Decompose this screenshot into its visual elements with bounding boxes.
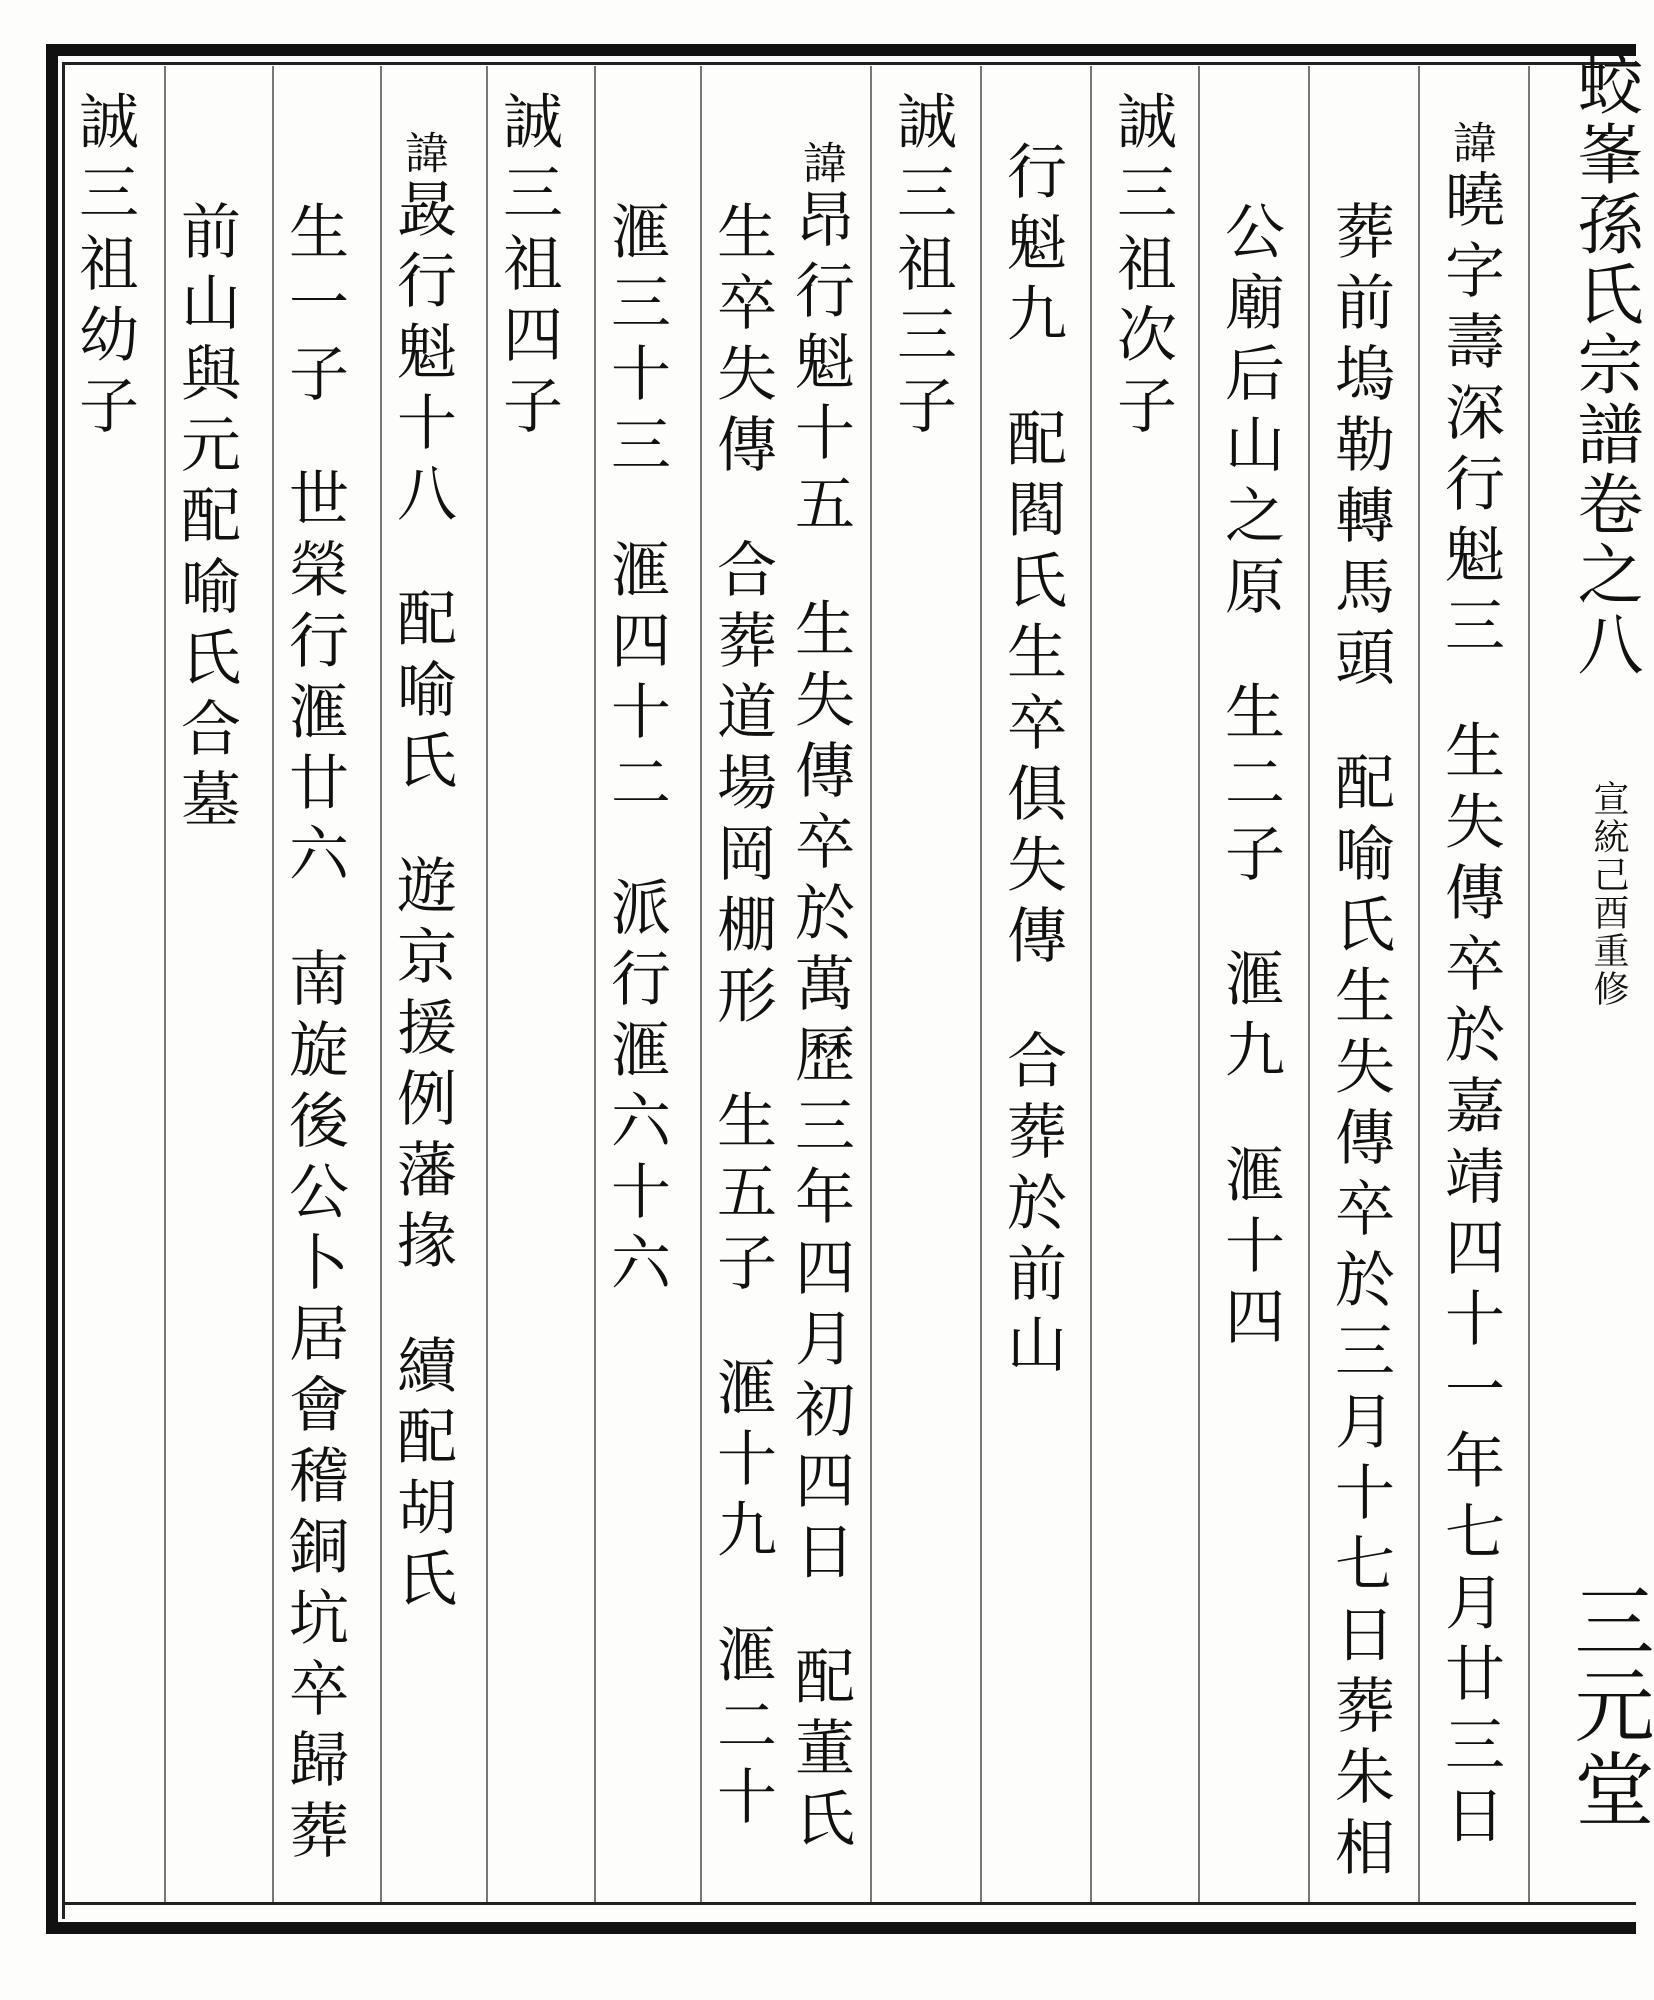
entry-text: 生五子 xyxy=(707,1089,777,1302)
hall-name: 三元堂 xyxy=(1561,1580,1654,1832)
entry-text: 生二子 xyxy=(1215,680,1285,893)
column-rule xyxy=(1090,66,1092,1902)
entry-text: 遊京援例藩掾 xyxy=(387,854,457,1280)
entry-text: 合葬於前山 xyxy=(997,1029,1067,1384)
entry-column xyxy=(785,140,855,1858)
entry-text: 合葬道場岡棚形 xyxy=(707,538,777,1035)
column-rule xyxy=(594,66,596,1902)
entry-column xyxy=(387,130,457,1618)
entry-text: 續配胡氏 xyxy=(387,1334,457,1618)
volume-label: 卷之八 xyxy=(1566,470,1643,680)
entry-text: 配喻氏 xyxy=(387,587,457,800)
entry-column xyxy=(1215,200,1285,1356)
entry-text: 公廟后山之原 xyxy=(1215,200,1285,626)
entry-text: 生一子 xyxy=(279,200,349,413)
inner-border-bottom xyxy=(62,1902,1636,1905)
entry-column xyxy=(707,200,777,1836)
entry-text: 滙九 xyxy=(1215,947,1285,1089)
column-rule xyxy=(164,66,166,1902)
entry-column xyxy=(1435,120,1505,1855)
column-rule xyxy=(1308,66,1310,1902)
entry-column xyxy=(493,90,563,445)
column-rule xyxy=(486,66,488,1902)
entry-text: 配董氏 xyxy=(785,1645,855,1858)
entry-text: 滙十四 xyxy=(1215,1143,1285,1356)
entry-text: 配喻氏生失傳卒於三月十七日葬朱相 xyxy=(1325,751,1395,1887)
column-rule xyxy=(1528,66,1530,1902)
entry-text: 派行滙六十六 xyxy=(601,876,671,1302)
taboo-name-mark: 諱 xyxy=(1445,120,1496,168)
taboo-name-mark: 諱 xyxy=(795,140,846,188)
entry-text: 滙十九 xyxy=(707,1356,777,1569)
inner-border-top xyxy=(62,62,1636,65)
entry-text: 葬前塢勒轉馬頭 xyxy=(1325,200,1395,697)
book-title-text: 蛟峯孫氏宗譜 xyxy=(1566,50,1643,470)
entry-text: 滙三十三 xyxy=(601,200,671,484)
entry-column xyxy=(887,90,957,445)
entry-text: 滙四十二 xyxy=(601,538,671,822)
taboo-name-mark: 諱 xyxy=(397,130,448,178)
entry-text: 誠三祖幼子 xyxy=(69,90,139,445)
column-rule xyxy=(980,66,982,1902)
entry-text: 昂行魁十五 xyxy=(785,188,855,543)
entry-text: 生失傳卒於嘉靖四十一年七月廿三日 xyxy=(1435,719,1505,1855)
column-rule xyxy=(272,66,274,1902)
entry-column xyxy=(1325,200,1395,1887)
entry-column xyxy=(601,200,671,1302)
column-rule xyxy=(1418,66,1420,1902)
edition-note: 宣統己酉重修 xyxy=(1588,780,1629,1008)
entry-column xyxy=(69,90,139,445)
entry-text: 誠三祖次子 xyxy=(1107,90,1177,445)
entry-text: 晸行魁十八 xyxy=(387,178,457,533)
column-rule xyxy=(870,66,872,1902)
entry-text: 前山與元配喻氏合墓 xyxy=(171,200,241,839)
entry-text: 滙二十 xyxy=(707,1623,777,1836)
entry-text: 誠三祖四子 xyxy=(493,90,563,445)
entry-text: 誠三祖三子 xyxy=(887,90,957,445)
column-rule xyxy=(380,66,382,1902)
inner-border-left xyxy=(62,64,65,1919)
entry-column xyxy=(1107,90,1177,445)
entry-column xyxy=(997,140,1067,1384)
entry-column xyxy=(279,200,349,1870)
entry-text: 曉字壽深行魁三 xyxy=(1435,168,1505,665)
entry-text: 配閻氏生卒俱失傳 xyxy=(997,407,1067,975)
entry-text: 行魁九 xyxy=(997,140,1067,353)
book-title xyxy=(1565,50,1643,840)
column-rule xyxy=(1198,66,1200,1902)
column-rule xyxy=(700,66,702,1902)
entry-text: 南旋後公卜居會稽銅坑卒歸葬 xyxy=(279,947,349,1870)
entry-text: 生卒失傳 xyxy=(707,200,777,484)
entry-text: 生失傳卒於萬歷三年四月初四日 xyxy=(785,597,855,1591)
entry-text: 世榮行滙廿六 xyxy=(279,467,349,893)
entry-column xyxy=(171,200,241,839)
